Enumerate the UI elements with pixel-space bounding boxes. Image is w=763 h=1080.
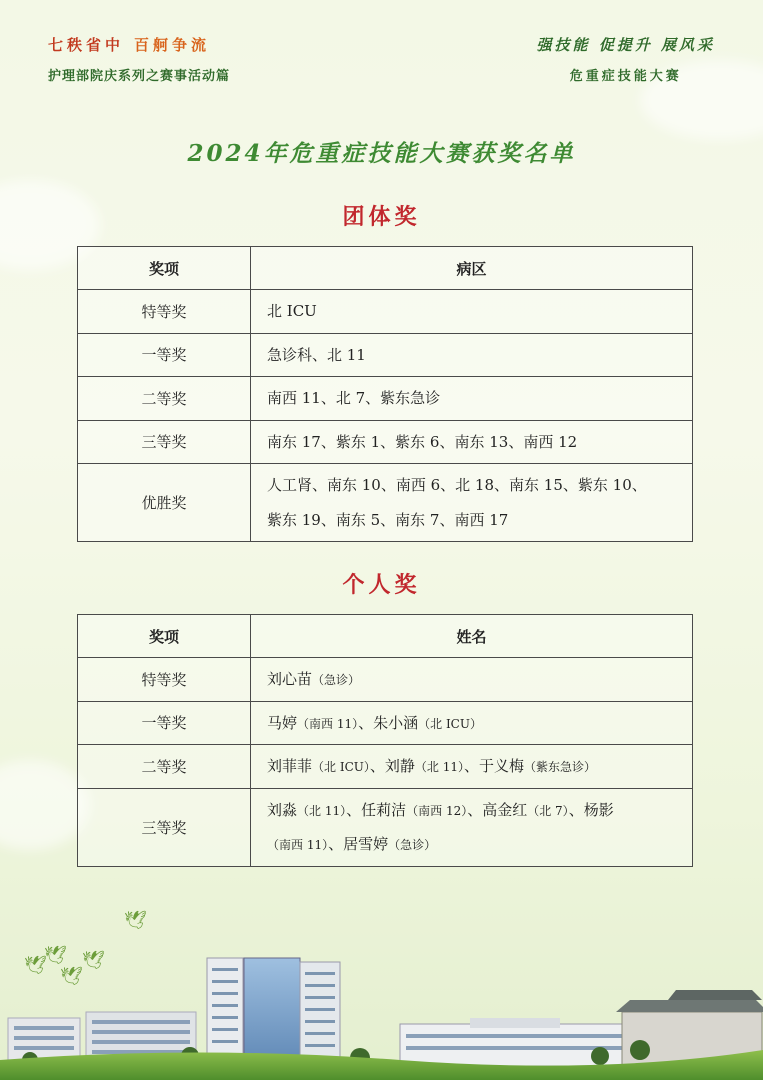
header-motto: 强技能 促提升 展风采 (536, 36, 715, 54)
table-row (78, 658, 693, 702)
winner-line (267, 793, 692, 828)
table-row (78, 420, 693, 464)
award-level: 特等奖 (78, 658, 251, 702)
winner-line (267, 749, 692, 784)
ward-line: 急诊科、北 11 (267, 345, 366, 364)
award-level: 三等奖 (78, 788, 251, 866)
ward-line: 南西 11、北 7、紫东急诊 (267, 389, 441, 407)
bird-icon: 🕊 (60, 966, 83, 987)
winner-name: 、杨影 (568, 800, 614, 819)
winner-ward: （北 11） (414, 760, 464, 774)
winner-names (251, 701, 693, 745)
table-row (78, 290, 693, 334)
winner-name: 刘心苗 (267, 670, 313, 688)
ward-line: 紫东 19、南东 5、南东 7、南西 17 (267, 510, 509, 529)
bird-icon: 🕊 (124, 910, 147, 931)
winner-wards (251, 464, 693, 542)
table-row (78, 701, 693, 745)
winner-ward: （北 ICU） (312, 760, 370, 774)
winner-ward: （北 7） (527, 803, 569, 818)
winner-wards (251, 377, 693, 421)
winner-line (267, 706, 692, 741)
award-level: 三等奖 (78, 420, 251, 464)
ward-line: 人工肾、南东 10、南西 6、北 18、南东 15、紫东 10、 (267, 476, 647, 494)
table-row (78, 377, 693, 421)
winner-name: 马婷 (267, 713, 298, 732)
header-left (48, 34, 230, 84)
team-award-table (77, 246, 693, 542)
winner-name: 、朱小涵 (358, 713, 419, 732)
bird-icon: 🕊 (24, 955, 47, 976)
column-header-award: 奖项 (78, 615, 251, 658)
slogan-part-1: 七秩省中 (48, 36, 125, 54)
winner-name: 、高金红 (467, 800, 528, 819)
award-level: 优胜奖 (78, 464, 251, 542)
award-level: 一等奖 (78, 701, 251, 745)
team-award-title: 团体奖 (342, 204, 421, 230)
winner-ward: （急诊） (312, 673, 361, 687)
header-right (537, 34, 715, 84)
winner-names (251, 658, 693, 702)
winner-name: 、刘静 (369, 757, 415, 775)
winner-ward: （紫东急诊） (524, 760, 597, 774)
winner-ward: （北 11） (297, 803, 347, 818)
table-header-row (78, 247, 693, 290)
winner-name: 刘菲菲 (267, 757, 313, 775)
winner-wards (251, 290, 693, 334)
winner-wards (251, 333, 693, 377)
award-level: 特等奖 (78, 290, 251, 334)
slogan-part-2: 百舸争流 (134, 36, 211, 54)
bird-icon: 🕊 (82, 950, 105, 971)
table-row (78, 745, 693, 789)
page-title: 2024年危重症技能大赛获奖名单 (187, 140, 576, 167)
header-subtitle: 护理部院庆系列之赛事活动篇 (48, 69, 231, 84)
award-level: 二等奖 (78, 377, 251, 421)
header-slogan (48, 34, 230, 55)
winner-ward: （南西 12） (406, 803, 468, 818)
winner-line (267, 662, 692, 697)
column-header-award: 奖项 (78, 247, 251, 290)
bird-icon: 🕊 (44, 945, 67, 966)
winner-name: 、于义梅 (463, 757, 524, 775)
event-name: 危重症技能大赛 (569, 69, 682, 84)
ward-line: 南东 17、紫东 1、紫东 6、南东 13、南西 12 (267, 432, 578, 451)
winner-name: 、居雪婷 (328, 835, 389, 853)
winner-names (251, 788, 693, 866)
table-header-row (78, 615, 693, 658)
table-row (78, 333, 693, 377)
column-header-name: 姓名 (251, 615, 693, 658)
column-header-ward: 病区 (251, 247, 693, 290)
table-row (78, 788, 693, 866)
winner-line (267, 827, 692, 862)
winner-ward: （急诊） (388, 838, 437, 852)
table-row (78, 464, 693, 542)
individual-award-title: 个人奖 (342, 572, 421, 598)
winner-name: 刘淼 (267, 800, 298, 819)
hospital-campus-illustration (0, 900, 763, 1080)
individual-award-table (77, 614, 693, 867)
winner-wards (251, 420, 693, 464)
award-level: 二等奖 (78, 745, 251, 789)
winner-ward: （南西 11） (297, 716, 359, 731)
award-level: 一等奖 (78, 333, 251, 377)
winner-ward: （北 ICU） (418, 716, 482, 731)
winner-ward: （南西 11） (267, 838, 329, 852)
ward-line: 北 ICU (267, 302, 317, 320)
winner-name: 、任莉洁 (346, 800, 407, 819)
winner-names (251, 745, 693, 789)
